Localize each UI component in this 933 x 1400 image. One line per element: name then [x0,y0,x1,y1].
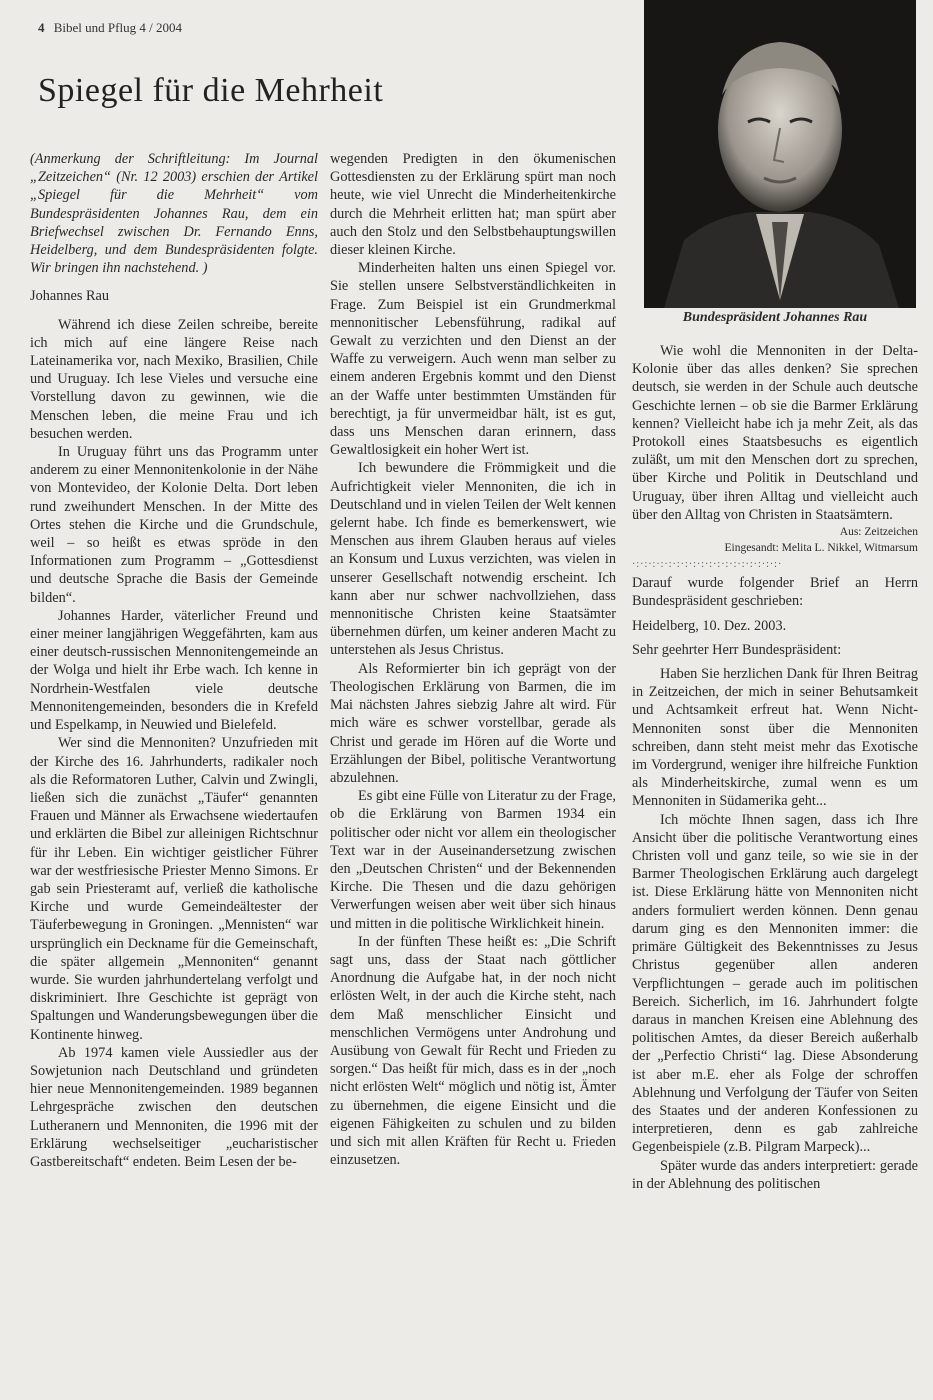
portrait-image [644,0,916,308]
letter-salutation: Sehr geehrter Herr Bundespräsident: [632,641,842,658]
paragraph: Ich bewundere die Frömmigkeit und die Aufrichtigkeit vieler Mennoniten, die ich in Deutschland und in vielen Teilen der Welt kennen gelernt habe. Ich finde es bemerkenswert, wie Menschen aus ihrem Glauben heraus auf vieles an Konsum und Luxus verzichten, was vielen in unserer Gesellschaft notwendig erscheint. Ich kann aber nur schwer nachvollziehen, dass mennonitische Christen keine Staatsämter übernehmen dürfen, um keiner anderen Macht zu unterstehen als Jesus Christus. [330,460,616,659]
paragraph: Haben Sie herzlichen Dank für Ihren Beitrag in Zeitzeichen, der mich in seiner Behutsamkeit und Achtsamkeit erfreut hat. Wenn Nicht-Mennoniten sonst über die Mennoniten schreiben, dann steht meist mehr das Exotische im Vordergrund, weniger ihre hilfreiche Funktion als Minderheitskirche, zumal wenn es um Mennoniten in Südamerika geht... [632,666,918,810]
author-byline: Johannes Rau [30,288,110,305]
paragraph: Später wurde das anders interpretiert: gerade in der Ablehnung des politischen [632,1157,918,1192]
paragraph: In Uruguay führt uns das Programm unter anderem zu einer Mennonitenkolonie in der Nähe von Montevideo, der Kolonie Delta. Dort leben rund zweihundert Menschen. In der Mitte des Ortes stehen die Kirche und die Grundschule, weil – so heißt es etwas spröde in den Informationen zum Programm – „Gottesdienst und deutsche Sprache die Basis der Gemeinde bilden“. [30,444,318,606]
portrait-photo [644,0,916,308]
paragraph: Wer sind die Mennoniten? Unzufrieden mit der Kirche des 16. Jahrhunderts, radikaler noch als die Reformatoren Luther, Calvin und Zwingli, ließen sich die zunächst „Täufer“ genannten Frauen und Männer als Erwachsene wiedertaufen und erklärten die Bibel zur alleinigen Richtschnur für ihr Leben. Ein wichtiger geistlicher Führer war der westfriesische Priester Menno Simons. Er gab sein Priesteramt auf, verließ die katholische Kirche und wurde Gemeindeältester der Täuferbewegung in Groningen. „Mennisten“ war ursprünglich ein Deckname für die Gemeinschaft, die später allgemein „Mennoniten“ genannt wurde. Sie wurden jahrhundertelang verfolgt und diskriminiert. Ihre Geschichte ist geprägt von Spaltungen und Wanderungsbewegungen über die Kontinente hinweg. [30,735,318,1043]
paragraph: Es gibt eine Fülle von Literatur zu der Frage, ob die Erklärung von Barmen 1934 ein politischer oder nicht vor allem ein theologischer Text war in der Auseinandersetzung zwischen den „Deutschen Christen“ und der Bekennenden Kirche. Die Thesen und die dazu gehörigen Verwerfungen weisen aber weit über sich hinaus und mitten in die politische Wirklichkeit hinein. [330,788,616,932]
section-divider: ·:·:·:·:·:·:·:·:·:·:·:·:·:·:·:·:·:·:· [632,559,783,571]
paragraph: Minderheiten halten uns einen Spiegel vor. Sie stellen unsere Selbstverständlichkeiten in Frage. Zum Beispiel ist ein Grundmerkmal mennonitischer Lebensführung, radikal auf Gewalt zu verzichten und den Dienst an der Waffe zu verweigern. Auch wenn man selber zu einem anderen Ergebnis kommt und den Dienst an der Waffe unter bestimmten Umständen für berechtigt, ja für unvermeidbar hält, ist es gut, dass uns Menschen daran erinnern, dass Gewaltlosigkeit ein hoher Wert ist. [330,260,616,459]
paragraph: In der fünften These heißt es: „Die Schrift sagt uns, dass der Staat nach göttlicher Anordnung die Aufgabe hat, in der noch nicht erlösten Welt, in der auch die Kirche steht, nach dem Maß menschlicher Einsicht und menschlichen Vermögens unter Androhung und Ausübung von Gewalt für Recht und Frieden zu sorgen.“ Das heißt für mich, dass es in der „noch nicht erlösten Welt“ möglich und nötig ist, Ämter zu übernehmen, die eigene Einsicht und die eigenen Fähigkeiten zu schulen und zu bilden und sich mit allen Kräften für Recht u. Frieden einzusetzen. [330,933,616,1169]
page-header [38,20,182,36]
column-2 [330,150,616,1169]
journal-name: Bibel und Pflug 4 / 2004 [53,20,182,35]
photo-caption: Bundespräsident Johannes Rau [682,310,868,325]
paragraph: wegenden Predigten in den ökumenischen Gottesdiensten zu der Erklärung spürt man noch heute, wie viel Unrecht die Minderheitenkirche durch die Mehrheit erlitten hat; man spürt aber auch den Stolz und den Selbstbehauptungswillen dieser kleinen Kirche. [330,151,616,259]
editor-note: (Anmerkung der Schriftleitung: Im Journal „Zeitzeichen“ (Nr. 12 2003) erschien der Artikel „Spiegel für die Mehrheit“ vom Bundespräsidenten Johannes Rau, dem ein Briefwechsel zwischen Dr. Fernando Enns, Heidelberg, und dem Bundespräsidenten folgte. Wir bringen ihn nachstehend. ) [30,151,318,277]
letter-intro: Darauf wurde folgender Brief an Herrn Bundespräsident geschrieben: [632,575,918,610]
letter-date: Heidelberg, 10. Dez. 2003. [632,617,787,634]
column-3 [632,342,918,1193]
article-title: Spiegel für die Mehrheit [38,72,384,109]
page-number: 4 [38,20,45,35]
paragraph: Wie wohl die Mennoniten in der Delta-Kolonie über das alles denken? Sie sprechen deutsch, sie werden in der Schule auch deutsche Geschichte lernen – ob sie die Barmer Erklärung kennen? Vielleicht habe ich ja mehr Zeit, als das Protokoll eines Staatsbesuchs es eigentlich zuläßt, um mit den Menschen dort zu sprechen, über Kirche und Politik in Deutschland und Uruguay, über ihren Alltag und vielleicht auch über den Alltag von Christen in Staatsämtern. [632,343,918,523]
paragraph: Als Reformierter bin ich geprägt von der Theologischen Erklärung von Barmen, die im Mai nächsten Jahres siebzig Jahre alt wird. Für mich wäre es schwer vorstellbar, gerade als Christ und gerade im Hören auf die Worte und Erzählungen der Bibel, politische Verantwortung abzulehnen. [330,660,616,786]
source-line: Aus: Zeitzeichen [839,526,918,539]
paragraph: Johannes Harder, väterlicher Freund und einer meiner langjährigen Weggefährten, kam aus einer deutsch-russischen Mennonitengemeinde an der Wolga und hielt ihr Erbe wach. Ich kenne in Nordrhein-Westfalen viele deutsche Mennonitengemeinden, besonders die in Krefeld und Espelkamp, in Neuwied und Bielefeld. [30,607,318,734]
column-1 [30,150,318,1171]
paragraph: Ich möchte Ihnen sagen, dass ich Ihre Ansicht über die politische Verantwortung eines Christen voll und ganz teile, so wie sie in der Barmer Theologischen Erklärung auch dargelegt ist. Diese Erklärung hätte von Mennoniten nicht anders formuliert werden können. Denn genau darum ging es den Mennoniten immer: die primäre Gültigkeit des Bekenntnisses zu Jesus Christus gegenüber allen anderen Verpflichtungen – gerade auch im politischen Bereich. Sicherlich, im 16. Jahrhundert folgte daraus in manchen Kreisen eine Ablehnung des politischen Amtes, da dieser Bereich außerhalb der „Perfectio Christi“ lag. Diese Absonderung ist aber m.E. eher als Folge der schroffen Ablehnung und Verfolgung der Täufer von Seiten des Staates und der anderen Konfessionen zu interpretieren, denn es gab zahlreiche Gegenbeispiele (z.B. Pilgram Marpeck)... [632,811,918,1156]
paragraph: Während ich diese Zeilen schreibe, bereite ich mich auf eine längere Reise nach Lateinamerika vor, nach Mexiko, Brasilien, Chile und Uruguay. Ich lese Vieles und versuche eine Vorstellung davon zu gewinnen, wie die Menschen leben, die meine Frau und ich besuchen werden. [30,316,318,442]
contributor-line: Eingesandt: Melita L. Nikkel, Witmarsum [724,542,918,555]
paragraph: Ab 1974 kamen viele Aussiedler aus der Sowjetunion nach Deutschland und gründeten hier neue Mennonitengemeinden. 1989 begannen Lehrgespräche zwischen den deutschen Lutheranern und Mennoniten, die 1996 mit der Erklärung wechselseitiger „eucharistischer Gastbereitschaft“ endeten. Beim Lesen der be- [30,1044,318,1170]
